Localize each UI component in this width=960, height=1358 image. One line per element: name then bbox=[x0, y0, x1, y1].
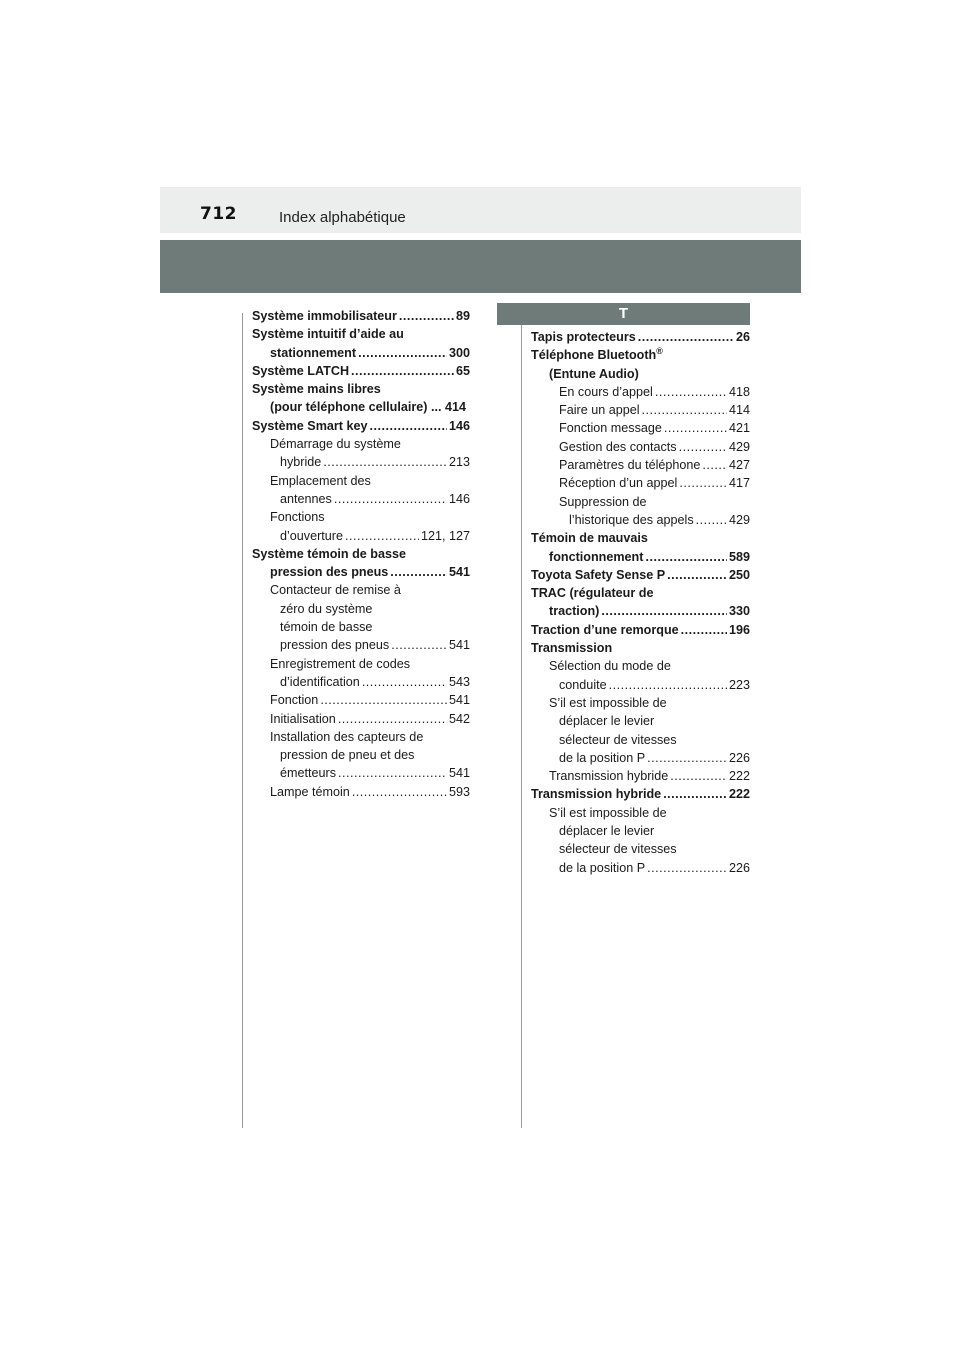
index-entry bbox=[252, 783, 470, 801]
index-entry-term: stationnement bbox=[270, 345, 357, 360]
index-column-left bbox=[252, 307, 470, 801]
index-entry-page: 541 bbox=[448, 638, 470, 653]
index-entry bbox=[531, 712, 750, 730]
index-entry-page: 541 bbox=[448, 766, 470, 781]
index-entry-term: Témoin de mauvais bbox=[531, 531, 648, 546]
index-entry bbox=[252, 344, 470, 362]
index-entry bbox=[531, 474, 750, 492]
index-entry bbox=[531, 493, 750, 511]
index-entry bbox=[252, 581, 470, 599]
dot-leader bbox=[351, 362, 454, 380]
dot-leader bbox=[664, 419, 727, 437]
index-entry-term: déplacer le levier bbox=[559, 824, 655, 839]
index-entry-term: déplacer le levier bbox=[559, 714, 655, 729]
index-entry bbox=[252, 380, 470, 398]
index-entry bbox=[531, 566, 750, 584]
index-entry-page: 541 bbox=[448, 693, 470, 708]
index-entry-term: TRAC (régulateur de bbox=[531, 586, 654, 601]
index-entry-page: 121, 127 bbox=[420, 528, 470, 543]
index-entry-term: Système Smart key bbox=[252, 418, 368, 433]
header-bar bbox=[160, 187, 801, 233]
index-entry bbox=[531, 438, 750, 456]
index-entry-term: Transmission bbox=[531, 641, 613, 656]
index-entry-page: 429 bbox=[728, 439, 750, 454]
index-entry-term: témoin de basse bbox=[280, 620, 373, 635]
index-entry bbox=[252, 453, 470, 471]
index-entry bbox=[252, 636, 470, 654]
index-entry-term: Fonctions bbox=[270, 510, 325, 525]
index-entry bbox=[252, 398, 470, 416]
dot-leader bbox=[338, 764, 447, 782]
dot-leader bbox=[667, 566, 727, 584]
index-entry-term: l’historique des appels bbox=[569, 512, 694, 527]
index-entry-term: Gestion des contacts bbox=[559, 439, 677, 454]
index-entry-page: 589 bbox=[728, 549, 750, 564]
index-entry-page: 223 bbox=[728, 677, 750, 692]
index-entry bbox=[252, 508, 470, 526]
index-entry bbox=[252, 673, 470, 691]
index-entry-term: Tapis protecteurs bbox=[531, 330, 636, 344]
index-entry-term: pression des pneus bbox=[270, 565, 389, 580]
index-entry bbox=[252, 307, 470, 325]
index-entry-page: 226 bbox=[728, 860, 750, 875]
index-entry-term: Faire un appel bbox=[559, 403, 640, 418]
index-entry-term: S’il est impossible de bbox=[549, 695, 667, 710]
index-entry-page: 146 bbox=[448, 491, 470, 506]
index-entry-page: 429 bbox=[728, 512, 750, 527]
dot-leader bbox=[323, 453, 447, 471]
index-entry-term: Système immobilisateur bbox=[252, 309, 397, 323]
section-title: Index alphabétique bbox=[279, 209, 406, 226]
index-entry-term: Système intuitif d’aide au bbox=[252, 327, 404, 342]
index-entry-term: Enregistrement de codes bbox=[270, 656, 411, 671]
index-entry bbox=[531, 657, 750, 675]
index-entry-term: hybride bbox=[280, 455, 322, 470]
dot-leader bbox=[334, 490, 447, 508]
index-entry bbox=[531, 767, 750, 785]
index-entry-page: 543 bbox=[448, 674, 470, 689]
index-entry bbox=[531, 584, 750, 602]
index-entry bbox=[252, 746, 470, 764]
index-entry bbox=[531, 346, 750, 364]
index-entry bbox=[252, 563, 470, 581]
index-entry-page: 427 bbox=[728, 458, 750, 473]
index-entry bbox=[531, 365, 750, 383]
index-entry-page: 542 bbox=[448, 711, 470, 726]
index-entry-term: Fonction bbox=[270, 693, 319, 708]
index-entry bbox=[252, 472, 470, 490]
dot-leader bbox=[647, 859, 727, 877]
dot-leader bbox=[601, 602, 727, 620]
index-entry-term: de la position P bbox=[559, 860, 646, 875]
dot-leader bbox=[679, 438, 727, 456]
index-entry-page: 222 bbox=[728, 769, 750, 784]
index-entry-term: zéro du système bbox=[280, 601, 373, 616]
index-entry-term: antennes bbox=[280, 491, 332, 506]
dot-leader bbox=[370, 417, 447, 435]
index-entry-term: traction) bbox=[549, 604, 600, 619]
index-entry-term: sélecteur de vitesses bbox=[559, 732, 677, 747]
index-entry-page: 222 bbox=[728, 787, 750, 802]
index-entry-term: Système LATCH bbox=[252, 363, 350, 378]
dot-leader bbox=[681, 621, 727, 639]
index-entry-term: sélecteur de vitesses bbox=[559, 842, 677, 857]
index-entry bbox=[531, 840, 750, 858]
index-column-right bbox=[531, 328, 750, 877]
index-entry-term: pression des pneus bbox=[280, 638, 390, 653]
index-entry-term: émetteurs bbox=[280, 766, 336, 781]
index-entry bbox=[531, 822, 750, 840]
index-entry bbox=[252, 728, 470, 746]
dot-leader bbox=[399, 307, 454, 325]
index-entry bbox=[531, 548, 750, 566]
index-entry-page: 65 bbox=[455, 363, 470, 378]
index-entry-term: conduite bbox=[559, 677, 607, 692]
index-entry bbox=[531, 804, 750, 822]
index-entry bbox=[252, 527, 470, 545]
index-entry-page: 26 bbox=[735, 330, 750, 344]
index-entry-page: 196 bbox=[728, 622, 750, 637]
index-entry bbox=[252, 417, 470, 435]
dot-leader bbox=[358, 344, 447, 362]
index-entry bbox=[252, 490, 470, 508]
index-entry-term: Installation des capteurs de bbox=[270, 729, 424, 744]
index-entry-term: d’ouverture bbox=[280, 528, 344, 543]
index-entry-term: Toyota Safety Sense P bbox=[531, 567, 666, 582]
index-entry-term: Emplacement des bbox=[270, 473, 371, 488]
index-entry bbox=[252, 655, 470, 673]
index-entry-term: S’il est impossible de bbox=[549, 805, 667, 820]
index-entry-term: Réception d’un appel bbox=[559, 476, 678, 491]
header-banner bbox=[160, 240, 801, 293]
dot-leader bbox=[645, 548, 727, 566]
dot-leader bbox=[663, 785, 727, 803]
index-entry bbox=[252, 710, 470, 728]
index-entry bbox=[531, 621, 750, 639]
index-entry bbox=[531, 731, 750, 749]
index-entry bbox=[531, 383, 750, 401]
dot-leader bbox=[391, 636, 447, 654]
index-entry bbox=[252, 618, 470, 636]
index-entry-term: Paramètres du téléphone bbox=[559, 458, 701, 473]
dot-leader bbox=[609, 676, 727, 694]
index-entry-page: 593 bbox=[448, 784, 470, 799]
index-entry bbox=[252, 600, 470, 618]
dot-leader bbox=[320, 691, 447, 709]
dot-leader bbox=[638, 328, 734, 346]
index-entry-term: Téléphone Bluetooth bbox=[531, 348, 657, 363]
index-entry-term: Initialisation bbox=[270, 711, 336, 726]
index-entry-page: 414 bbox=[728, 403, 750, 418]
index-entry-term: Lampe témoin bbox=[270, 784, 350, 799]
index-entry-page: 213 bbox=[448, 455, 470, 470]
index-entry-term: de la position P bbox=[559, 750, 646, 765]
dot-leader bbox=[642, 401, 727, 419]
index-entry-term: Sélection du mode de bbox=[549, 659, 671, 674]
dot-leader bbox=[696, 511, 727, 529]
index-entry-page: 300 bbox=[448, 345, 470, 360]
index-entry-page: 226 bbox=[728, 750, 750, 765]
index-entry bbox=[252, 691, 470, 709]
index-entry bbox=[531, 529, 750, 547]
index-entry-term: pression de pneu et des bbox=[280, 748, 415, 763]
index-entry bbox=[531, 401, 750, 419]
dot-leader bbox=[345, 527, 419, 545]
index-entry-term: d’identification bbox=[280, 674, 360, 689]
index-entry-term: Démarrage du système bbox=[270, 437, 401, 452]
index-entry bbox=[252, 545, 470, 563]
index-entry bbox=[531, 749, 750, 767]
middle-column-divider bbox=[521, 313, 522, 1128]
index-entry-term: (pour téléphone cellulaire) ... 414 bbox=[270, 400, 466, 415]
page-number: 712 bbox=[200, 204, 237, 224]
index-entry-term: (Entune Audio) bbox=[549, 366, 639, 381]
index-entry bbox=[531, 419, 750, 437]
dot-leader bbox=[679, 474, 727, 492]
index-entry-term: Système témoin de basse bbox=[252, 546, 406, 561]
index-entry-term: Suppression de bbox=[559, 494, 647, 509]
dot-leader bbox=[655, 383, 727, 401]
index-entry-term: Système mains libres bbox=[252, 382, 381, 397]
index-entry-term: En cours d’appel bbox=[559, 384, 653, 399]
index-entry-page: 146 bbox=[448, 418, 470, 433]
index-entry-term: Contacteur de remise à bbox=[270, 583, 401, 598]
index-entry-page: 418 bbox=[728, 384, 750, 399]
dot-leader bbox=[338, 710, 447, 728]
index-entry-page: 250 bbox=[728, 567, 750, 582]
index-entry-term: Traction d’une remorque bbox=[531, 622, 679, 637]
index-entry bbox=[252, 362, 470, 380]
index-entry bbox=[252, 435, 470, 453]
index-entry bbox=[531, 328, 750, 346]
dot-leader bbox=[362, 673, 447, 691]
dot-leader bbox=[702, 456, 727, 474]
index-entry bbox=[531, 602, 750, 620]
index-entry-term: Transmission hybride bbox=[531, 787, 662, 802]
left-column-divider bbox=[242, 313, 243, 1128]
index-entry bbox=[531, 456, 750, 474]
dot-leader bbox=[670, 767, 727, 785]
letter-section-tab: T bbox=[497, 303, 750, 325]
index-entry bbox=[252, 325, 470, 343]
index-entry-term: Transmission hybride bbox=[549, 769, 669, 784]
index-entry bbox=[531, 511, 750, 529]
dot-leader bbox=[647, 749, 727, 767]
index-entry bbox=[531, 676, 750, 694]
registered-mark: ® bbox=[656, 346, 663, 357]
index-entry-page: 421 bbox=[728, 421, 750, 436]
index-entry-term: fonctionnement bbox=[549, 549, 644, 564]
index-entry bbox=[531, 859, 750, 877]
dot-leader bbox=[390, 563, 447, 581]
index-entry bbox=[531, 785, 750, 803]
index-entry-page: 330 bbox=[728, 604, 750, 619]
dot-leader bbox=[352, 783, 447, 801]
index-entry bbox=[531, 639, 750, 657]
index-entry-term: Fonction message bbox=[559, 421, 662, 436]
index-entry-page: 417 bbox=[728, 476, 750, 491]
index-entry bbox=[252, 764, 470, 782]
index-entry-page: 541 bbox=[448, 565, 470, 580]
index-entry bbox=[531, 694, 750, 712]
index-entry-page: 89 bbox=[455, 309, 470, 323]
